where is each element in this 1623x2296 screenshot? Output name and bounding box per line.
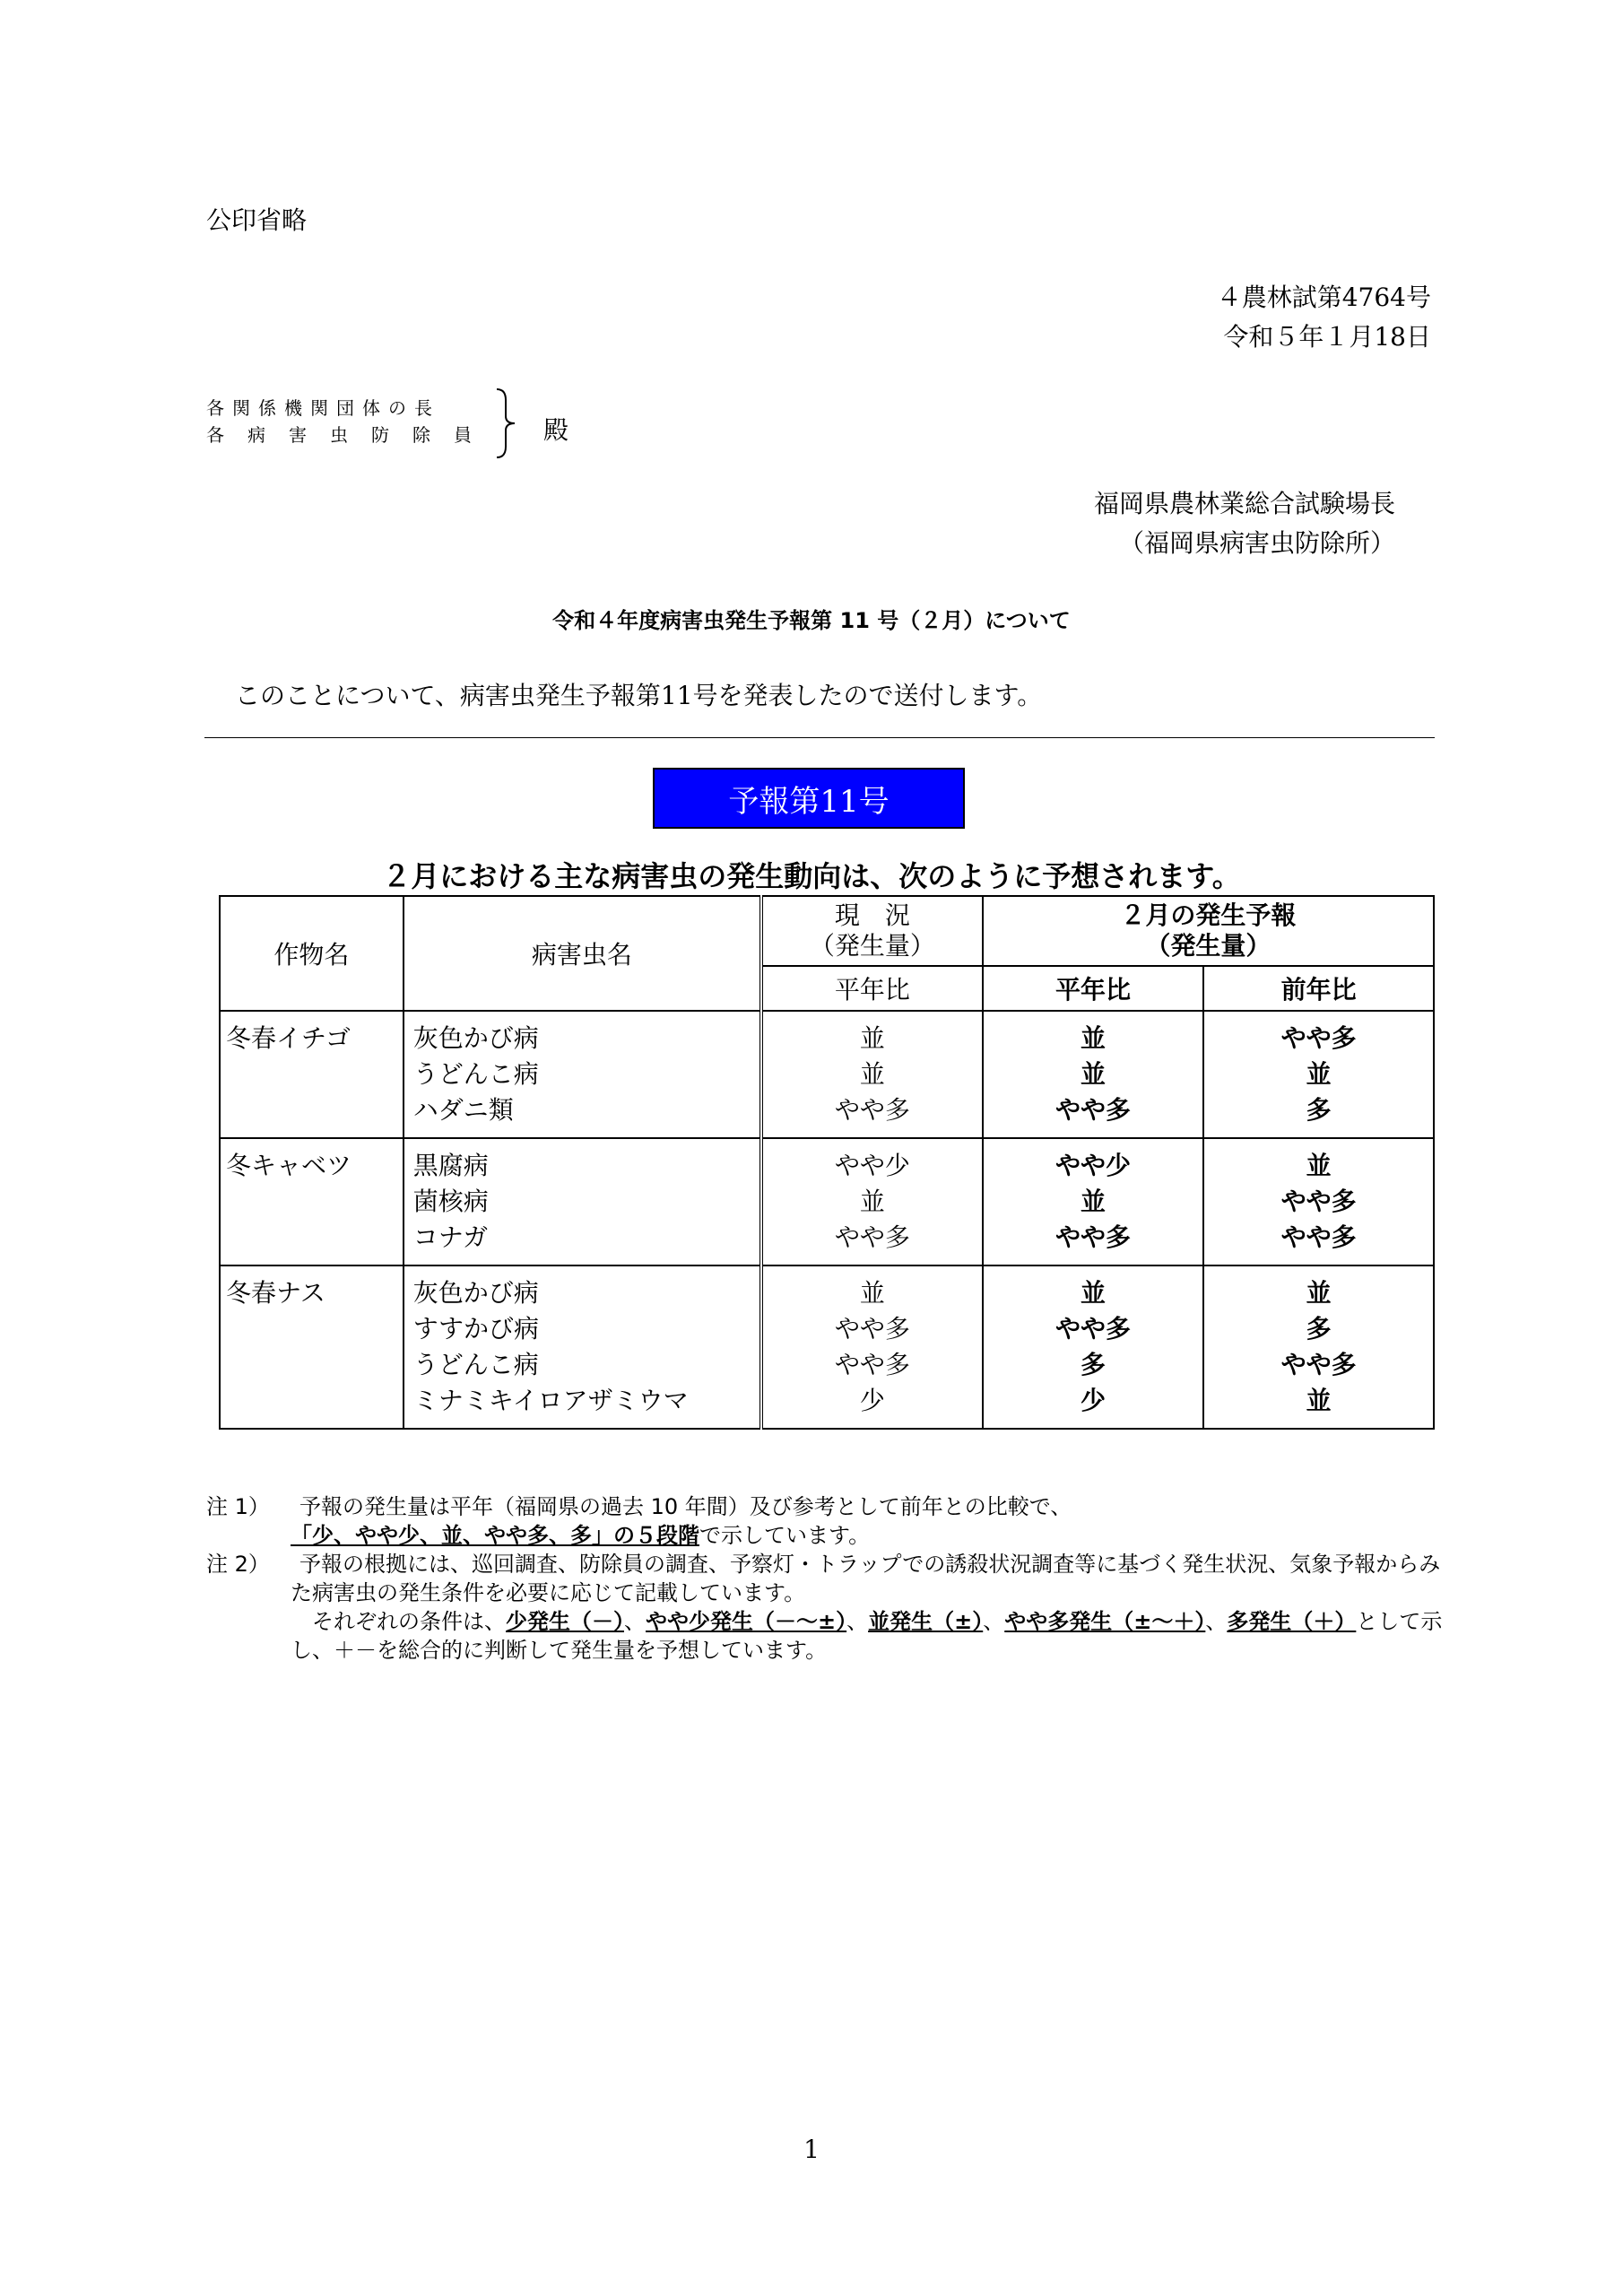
sep-2: 、: [846, 1609, 869, 1634]
current-vs-average-item: 並: [859, 1278, 885, 1308]
forecast-vs-previous-item: やや多: [1280, 1350, 1357, 1379]
note-1-text: 予報の発生量は平年（福岡県の過去 10 年間）及び参考として前年との比較で、: [299, 1494, 1072, 1519]
subheader-forecast-vs-average: 平年比: [983, 966, 1204, 1011]
forecast-vs-previous-item: 並: [1306, 1386, 1332, 1415]
note-2-levels: [291, 1607, 1462, 1665]
level-low: 少発生（－）: [506, 1609, 624, 1634]
note-2-end: として示し、＋－を総合的に判断して発生量を予想しています。: [291, 1609, 1443, 1663]
forecast-vs-previous-item: 並: [1306, 1151, 1332, 1180]
note-2-text: 予報の根拠には、巡回調査、防除員の調査、予察灯・トラップでの誘殺状況調査等に基づく発生状況、気象予報からみた病害虫の発生条件を必要に応じて記載しています。: [291, 1552, 1441, 1605]
forecast-vs-average-item: 少: [1081, 1386, 1107, 1415]
forecast-vs-previous-item: やや多: [1280, 1187, 1357, 1216]
current-vs-average: [761, 1265, 983, 1429]
crop-name: 冬キャベツ: [220, 1138, 404, 1265]
addressee-line-1: 各関係機関団体の長: [206, 397, 440, 419]
forecast-vs-previous-item: 並: [1306, 1278, 1332, 1308]
forecast-vs-previous-item: やや多: [1280, 1023, 1357, 1053]
document-date: 令和５年１月18日: [1223, 322, 1431, 352]
note-2-body: [291, 1550, 1462, 1665]
forecast-vs-average-item: やや多: [1055, 1095, 1132, 1125]
forecast-vs-average-item: 並: [1081, 1187, 1107, 1216]
pest-list-item: 黒腐病: [412, 1151, 489, 1180]
current-vs-average-item: やや少: [834, 1151, 910, 1180]
current-vs-average: [761, 1138, 983, 1265]
subject-line: 令和４年度病害虫発生予報第 11 号（２月）について: [552, 608, 1071, 633]
current-vs-average-item: やや多: [834, 1350, 910, 1379]
forecast-table-body: [220, 1011, 1434, 1429]
header-forecast: ２月の発生予報 （発生量）: [983, 896, 1434, 966]
forecast-vs-average-item: 並: [1081, 1278, 1107, 1308]
sender-block: [1094, 484, 1395, 563]
seal-omitted-note: 公印省略: [206, 205, 308, 235]
forecast-vs-average: [983, 1138, 1204, 1265]
table-row: [220, 1138, 1434, 1265]
note-1-bold: 「少、やや少、並、やや多、多」の５段階: [291, 1523, 699, 1548]
sep-1: 、: [624, 1609, 646, 1634]
subheader-current-vs-average: 平年比: [761, 966, 983, 1011]
document-number: ４農林試第4764号: [1216, 283, 1431, 312]
current-vs-average-item: やや多: [834, 1222, 910, 1252]
level-average: 並発生（±）: [868, 1609, 984, 1634]
addressee-list: [206, 395, 495, 448]
current-vs-average-item: やや多: [834, 1095, 910, 1125]
pest-list-item: 灰色かび病: [412, 1278, 539, 1308]
forecast-vs-previous: [1203, 1265, 1434, 1429]
forecast-vs-average-item: やや少: [1055, 1151, 1132, 1180]
current-vs-average-item: やや多: [834, 1314, 910, 1344]
current-vs-average-item: 並: [859, 1023, 885, 1053]
forecast-vs-average: [983, 1011, 1204, 1138]
sender-name: 福岡県農林業総合試験場長: [1093, 489, 1395, 518]
current-vs-average-item: 並: [859, 1187, 885, 1216]
current-vs-average-item: 並: [859, 1059, 885, 1089]
addressee-line-2: 各病害虫防除員: [206, 424, 495, 446]
intro-sentence: このことについて、病害虫発生予報第11号を発表したので送付します。: [235, 681, 1043, 710]
pest-list: [404, 1011, 761, 1138]
level-slightly-low: やや少発生（－～±）: [646, 1609, 847, 1634]
page-number: 1: [803, 2135, 820, 2164]
pest-list-item: うどんこ病: [412, 1350, 539, 1379]
header-pest: 病害虫名: [404, 896, 761, 1011]
level-slightly-high: やや多発生（±～＋）: [1004, 1609, 1206, 1634]
sep-4: 、: [1205, 1609, 1228, 1634]
pest-list-item: うどんこ病: [412, 1059, 539, 1089]
document-number-block: [1217, 278, 1431, 357]
subheader-forecast-vs-previous: 前年比: [1203, 966, 1434, 1011]
note-2-label: 注 2）: [206, 1552, 270, 1577]
current-vs-average: [761, 1011, 983, 1138]
pest-list-item: ミナミキイロアザミウマ: [412, 1386, 689, 1415]
note-1: [206, 1492, 1462, 1550]
crop-name: 冬春ナス: [220, 1265, 404, 1429]
horizontal-divider: [204, 737, 1435, 738]
forecast-table: [219, 895, 1435, 1430]
note-1-tail: で示しています。: [699, 1523, 871, 1548]
note-1-label: 注 1）: [206, 1494, 270, 1519]
forecast-banner: 予報第11号: [653, 768, 965, 829]
forecast-vs-average-item: 多: [1081, 1350, 1107, 1379]
note-2-start: それぞれの条件は、: [312, 1609, 506, 1634]
forecast-vs-average-item: やや多: [1055, 1222, 1132, 1252]
crop-name: 冬春イチゴ: [220, 1011, 404, 1138]
pest-list-item: ハダニ類: [412, 1095, 514, 1125]
brace-mark: [495, 387, 516, 459]
note-1-scale: [291, 1521, 1072, 1550]
forecast-vs-average-item: 並: [1081, 1059, 1107, 1089]
pest-list-item: コナガ: [412, 1222, 489, 1252]
forecast-vs-previous-item: 多: [1306, 1314, 1332, 1344]
forecast-vs-previous-item: やや多: [1280, 1222, 1357, 1252]
note-2: [206, 1550, 1462, 1665]
sender-office: （福岡県病害虫防除所）: [1118, 528, 1395, 558]
table-row: [220, 1011, 1434, 1138]
pest-list: [404, 1138, 761, 1265]
pest-list-item: すすかび病: [412, 1314, 539, 1344]
honorific: 殿: [543, 415, 569, 445]
forecast-vs-average-item: 並: [1081, 1023, 1107, 1053]
header-crop: 作物名: [220, 896, 404, 1011]
forecast-vs-previous: [1203, 1138, 1434, 1265]
note-1-body: [291, 1492, 1072, 1550]
forecast-vs-average-item: やや多: [1055, 1314, 1132, 1344]
current-vs-average-item: 少: [859, 1386, 885, 1415]
forecast-vs-previous-item: 並: [1306, 1059, 1332, 1089]
forecast-vs-average: [983, 1265, 1204, 1429]
level-high: 多発生（＋）: [1227, 1609, 1357, 1634]
sep-3: 、: [983, 1609, 1005, 1634]
pest-list-item: 菌核病: [412, 1187, 489, 1216]
forecast-vs-previous: [1203, 1011, 1434, 1138]
forecast-lead: ２月における主な病害虫の発生動向は、次のように予想されます。: [382, 859, 1241, 893]
pest-list-item: 灰色かび病: [412, 1023, 539, 1053]
table-row: [220, 1265, 1434, 1429]
forecast-vs-previous-item: 多: [1306, 1095, 1332, 1125]
notes-section: [206, 1492, 1462, 1665]
header-current: 現 況 （発生量）: [761, 896, 983, 966]
pest-list: [404, 1265, 761, 1429]
